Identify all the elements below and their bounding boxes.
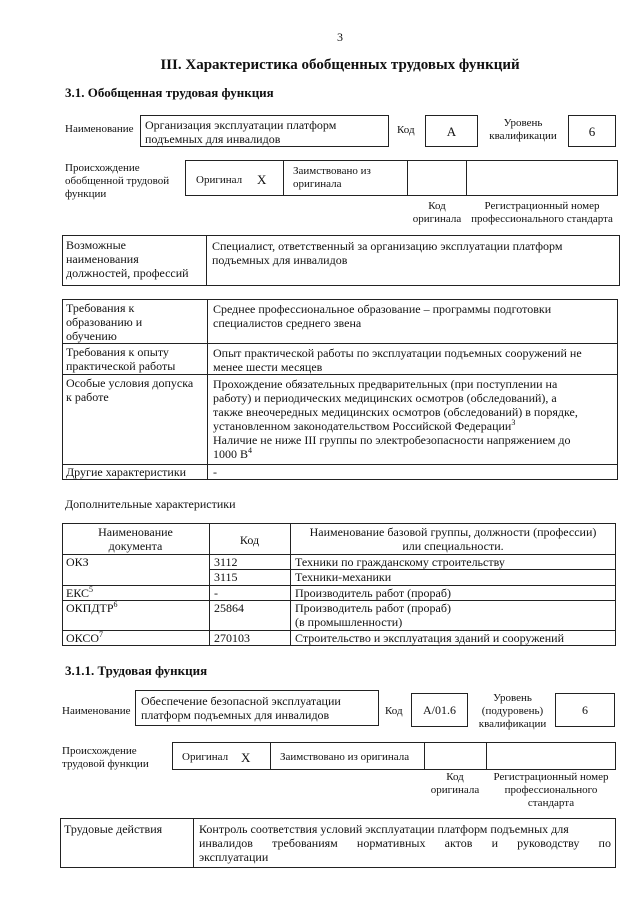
gtf-origin-label: Происхождение обобщенной трудовой функции <box>65 162 170 200</box>
req-conditions-value: Прохождение обязательных предварительных (при поступлении на работу) и периодических медицинских осмотров (обследований), а также внеочередных медицинских осмотров (обследований) в порядке, установленном законодательством Российской Федерации$^3$ Наличие не ниже III группы по электробезопасности напряжением до 1000 $В^4$ <box>213 377 578 461</box>
gtf-code-original-caption: Код оригинала <box>412 200 462 225</box>
req-education-value: Среднее профессиональное образование – программы подготовки специалистов среднего звена <box>213 302 552 330</box>
tf-level-box <box>555 693 615 727</box>
add-row-doc: ОКЗ <box>66 555 89 569</box>
gtf-name-box <box>140 115 389 147</box>
tf-name-label: Наименование <box>62 705 131 717</box>
tf-level-value: 6 <box>582 703 588 717</box>
req-other-value: - <box>213 465 217 479</box>
add-row-code: - <box>214 586 218 600</box>
add-header-name: Наименование базовой группы, должности (профессии) или специальности. <box>309 525 597 553</box>
gtf-level-value: 6 <box>588 124 596 139</box>
gtf-code-label: Код <box>397 124 415 136</box>
tf-code-original-caption: Код оригинала <box>430 771 480 796</box>
add-row-name: Производитель работ (прораб) (в промышленности) <box>295 601 451 629</box>
tf-name-box <box>135 690 379 726</box>
req-conditions-label: Особые условия допуска к работе <box>66 376 194 404</box>
tf-code-box <box>411 693 468 727</box>
gtf-reg-number-caption: Регистрационный номер профессионального стандарта <box>471 200 613 225</box>
page-number: 3 <box>337 30 343 44</box>
gtf-level-box <box>568 115 616 147</box>
add-row-name: Техники по гражданскому строительству <box>295 555 505 569</box>
tf-original-mark: X <box>241 750 251 765</box>
req-experience-value: Опыт практической работы по эксплуатации подъемных сооружений не менее шести месяцев <box>213 346 582 374</box>
tf-original-label: Оригинал <box>182 751 229 763</box>
tf-code-label: Код <box>385 705 403 717</box>
add-row-code: 25864 <box>214 601 244 615</box>
req-education-label: Требования к образованию и обучению <box>66 301 143 343</box>
gtf-original-mark: X <box>257 172 267 187</box>
gtf-origin-table <box>185 160 618 196</box>
gtf-heading: 3.1. Обобщенная трудовая функция <box>65 85 274 100</box>
actions-value: Контроль соответствия условий эксплуатации платформ подъемных для инвалидов требованиям нормативных актов и руководству по эксплуатации <box>199 822 611 864</box>
gtf-code-value: A <box>446 124 457 139</box>
additional-title: Дополнительные характеристики <box>65 497 236 511</box>
gtf-original-label: Оригинал <box>196 174 243 186</box>
gtf-borrowed-label: Заимствовано из оригинала <box>293 165 371 190</box>
gtf-name-value: Организация эксплуатации платформ подъемных для инвалидов <box>145 118 337 146</box>
tf-borrowed-label: Заимствовано из оригинала <box>280 751 410 763</box>
tf-origin-label: Происхождение трудовой функции <box>62 745 149 770</box>
add-row-code: 3115 <box>214 570 238 584</box>
footnote-mark: 3 <box>511 418 516 427</box>
req-experience-label: Требования к опыту практической работы <box>66 345 176 373</box>
add-row-name: Техники-механики <box>295 570 392 584</box>
footnote-mark: 4 <box>248 446 253 455</box>
actions-label: Трудовые действия <box>64 822 163 836</box>
gtf-name-label: Наименование <box>65 123 134 135</box>
tf-code-value: A/01.6 <box>423 703 456 717</box>
add-row-doc: ОКПДТР$^6$ <box>66 600 118 615</box>
add-row-code: 270103 <box>214 631 250 645</box>
tf-name-value: Обеспечение безопасной эксплуатации платформ подъемных для инвалидов <box>141 694 341 722</box>
gtf-level-label: Уровень квалификации <box>489 117 557 142</box>
add-row-code: 3112 <box>214 555 238 569</box>
add-row-name: Строительство и эксплуатация зданий и сооружений <box>295 631 564 645</box>
tf-level-label: Уровень (подуровень) квалификации <box>478 692 547 730</box>
gtf-code-box <box>425 115 478 147</box>
add-row-doc: ОКСО$^7$ <box>66 630 104 645</box>
section-title: III. Характеристика обобщенных трудовых функций <box>160 57 520 73</box>
positions-label: Возможные наименования должностей, профессий <box>66 238 189 280</box>
tf-heading: 3.1.1. Трудовая функция <box>65 663 208 678</box>
add-row-name: Производитель работ (прораб) <box>295 586 451 600</box>
req-other-label: Другие характеристики <box>66 465 187 479</box>
add-row-doc: ЕКС$^5$ <box>66 585 94 600</box>
add-header-code: Код <box>239 533 260 547</box>
add-header-document: Наименование документа <box>98 525 173 553</box>
positions-value: Специалист, ответственный за организацию эксплуатации платформ подъемных для инвалидов <box>212 239 563 267</box>
tf-reg-number-caption: Регистрационный номер профессионального стандарта <box>493 771 609 809</box>
